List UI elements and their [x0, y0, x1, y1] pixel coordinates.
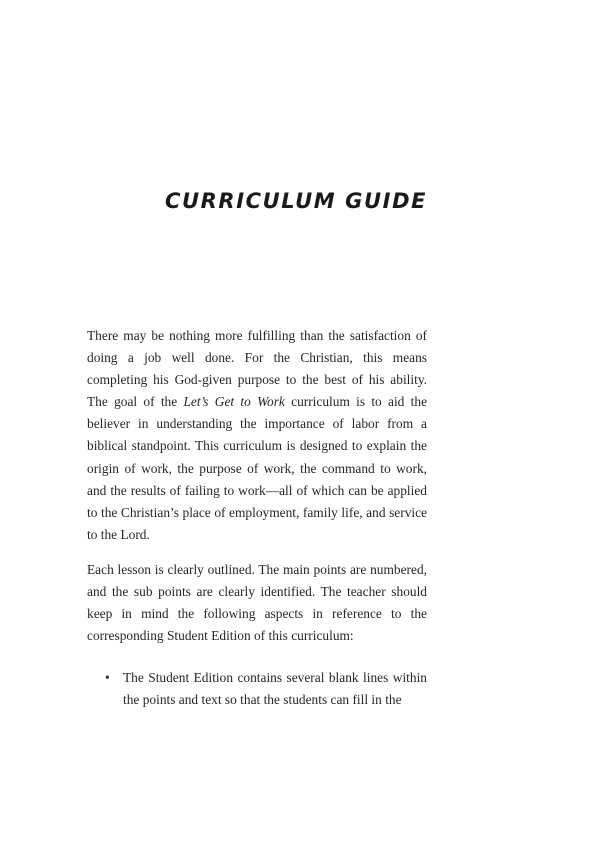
intro-paragraph — [87, 325, 427, 546]
intro-text-part-1: There may be nothing more fulfilling than the satisfaction of doing a job well done. For the Christian, this means completing his God-given purpose to the best of his ability. The goal of the — [87, 328, 427, 410]
book-title: Let’s Get to Work — [183, 394, 285, 410]
outline-paragraph — [87, 559, 427, 647]
bullet-icon: • — [105, 670, 110, 685]
bullet-list — [87, 667, 427, 711]
outline-text: Each lesson is clearly outlined. The main points are numbered, and the sub points are clearly identified. The teacher should keep in mind the following aspects in reference to the corresponding Student Edition of this curriculum: — [87, 562, 427, 644]
page-title: CURRICULUM GUIDE — [165, 189, 428, 213]
list-item — [87, 667, 427, 711]
list-item-text: The Student Edition contains several blank lines within the points and text so that the students can fill in the — [123, 670, 427, 708]
intro-text-part-2: curriculum is to aid the believer in understanding the importance of labor from a biblical standpoint. This curriculum is designed to explain the origin of work, the purpose of work, the command to work, and the results of failing to work—all of which can be applied to the Christian’s place of employment, family life, and service to the Lord. — [87, 394, 428, 542]
